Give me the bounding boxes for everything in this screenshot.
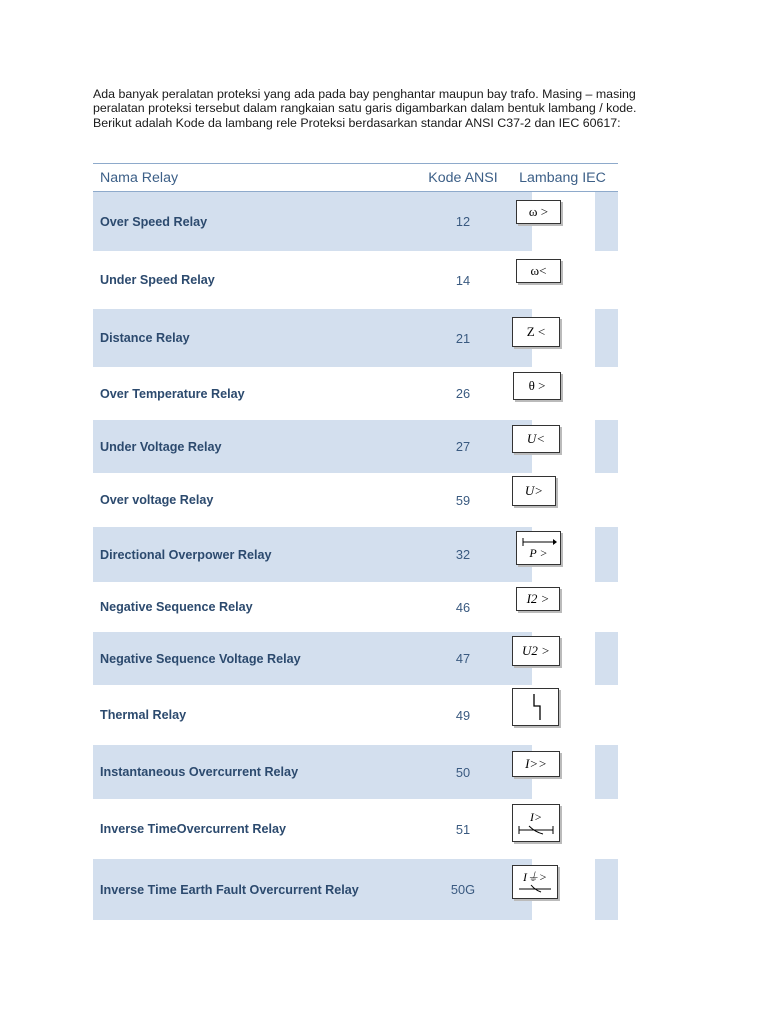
ansi-code: 50G — [450, 882, 476, 897]
relay-name: Negative Sequence Voltage Relay — [100, 651, 301, 666]
relay-name: Over Temperature Relay — [100, 386, 245, 401]
relay-name: Over voltage Relay — [100, 493, 214, 507]
instantaneous-overcurrent-icon: I>> — [512, 751, 560, 777]
relay-name: Directional Overpower Relay — [100, 547, 272, 562]
relay-table — [93, 163, 618, 920]
relay-name: Inverse TimeOvercurrent Relay — [100, 822, 286, 836]
table-row — [93, 309, 618, 367]
header-symbol: Lambang IEC — [519, 169, 606, 186]
table-row — [93, 251, 618, 309]
earth-current-label: I⏚> — [522, 869, 548, 884]
earth-fault-icon — [512, 865, 558, 899]
directional-power-icon — [516, 531, 561, 565]
table-row — [93, 367, 618, 420]
table-row — [93, 420, 618, 473]
voltage-greater-icon: U> — [512, 476, 556, 506]
header-name: Nama Relay — [100, 169, 179, 186]
ansi-code: 59 — [455, 492, 471, 508]
relay-name: Under Voltage Relay — [100, 439, 222, 454]
inverse-time-overcurrent-icon — [512, 804, 560, 842]
omega-less-icon: ω< — [516, 259, 561, 283]
ansi-code: 21 — [455, 330, 471, 346]
earth-curve-icon — [517, 884, 553, 894]
relay-name: Thermal Relay — [100, 708, 187, 722]
voltage-less-icon: U< — [512, 425, 560, 453]
ansi-code: 14 — [455, 272, 471, 288]
ansi-code: 46 — [455, 599, 471, 615]
ansi-code: 49 — [455, 707, 471, 723]
header-code: Kode ANSI — [428, 169, 498, 186]
relay-name: Instantaneous Overcurrent Relay — [100, 765, 299, 779]
table-row — [93, 473, 618, 527]
relay-name: Inverse Time Earth Fault Overcurrent Relay — [100, 882, 359, 897]
ansi-code: 26 — [455, 386, 471, 401]
direction-arrow-icon — [521, 537, 557, 547]
ansi-code: 27 — [455, 439, 471, 454]
ansi-code: 51 — [455, 821, 471, 837]
thermal-icon — [512, 688, 559, 726]
table-row — [93, 859, 618, 920]
omega-greater-icon: ω > — [516, 200, 561, 224]
relay-name: Distance Relay — [100, 331, 190, 345]
table-row — [93, 745, 618, 799]
relay-name: Negative Sequence Relay — [100, 600, 253, 614]
inverse-curve-icon — [517, 824, 555, 836]
ansi-code: 50 — [455, 764, 471, 780]
ansi-code: 32 — [455, 547, 471, 562]
ansi-code: 47 — [455, 651, 471, 666]
table-row — [93, 685, 618, 745]
intro-paragraph: Ada banyak peralatan proteksi yang ada pada bay penghantar maupun bay trafo. Masing – masing peralatan proteksi tersebut dalam rangkaian satu garis digambarkan dalam bentuk lambang / kode. Berikut adalah Kode da lambang rele Proteksi berdasarkan standar ANSI C37-2 dan IEC 60617: — [93, 87, 637, 130]
table-row — [93, 582, 618, 632]
impedance-less-icon: Z < — [512, 317, 560, 347]
table-row — [93, 632, 618, 685]
table-row — [93, 527, 618, 582]
power-label: P > — [529, 545, 548, 560]
negative-sequence-voltage-icon: U2 > — [512, 636, 560, 666]
relay-name: Under Speed Relay — [100, 273, 215, 287]
negative-sequence-current-icon: I2 > — [516, 587, 560, 611]
table-row — [93, 799, 618, 859]
table-row — [93, 192, 618, 251]
ansi-code: 12 — [455, 214, 471, 229]
current-label: I> — [529, 809, 543, 824]
theta-greater-icon: θ > — [513, 372, 561, 400]
table-header — [93, 163, 618, 192]
relay-name: Over Speed Relay — [100, 214, 208, 229]
